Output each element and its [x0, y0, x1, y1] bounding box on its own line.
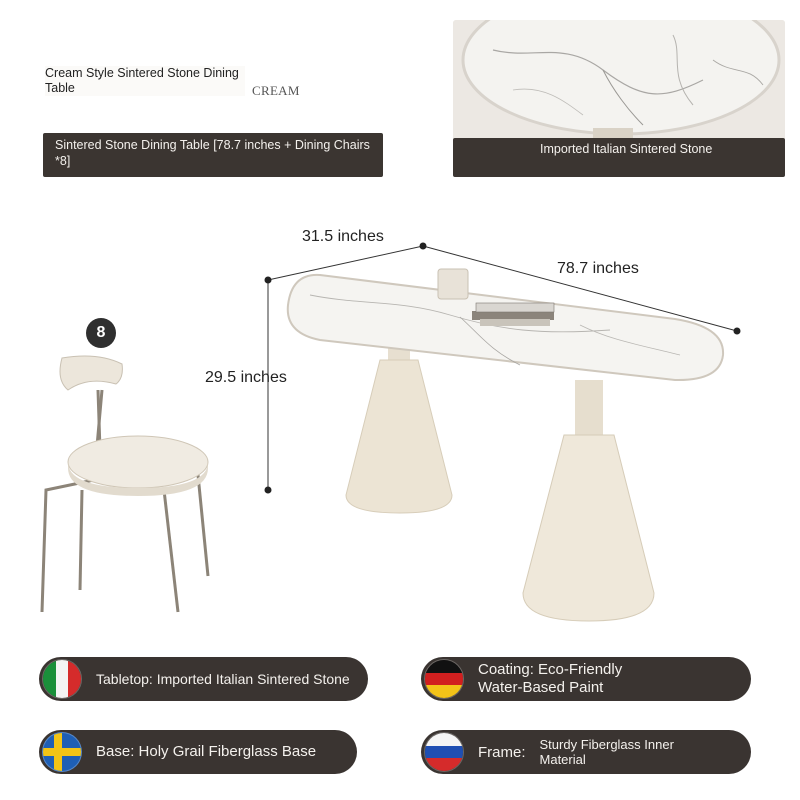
russia-flag-icon — [424, 732, 464, 772]
feature-tabletop-text: Tabletop: Imported Italian Sintered Stone — [96, 671, 350, 687]
product-name: Cream Style Sintered Stone Dining Table — [45, 66, 245, 96]
height-dimension: 29.5 inches — [205, 369, 287, 386]
set-label: Sintered Stone Dining Table [78.7 inches + Dining Chairs *8] — [43, 133, 383, 177]
sweden-flag-icon — [42, 732, 82, 772]
feature-base-text: Base: Holy Grail Fiberglass Base — [96, 743, 317, 760]
feature-frame-text: Sturdy Fiberglass Inner Material — [539, 736, 674, 767]
style-tag: CREAM — [252, 83, 300, 98]
feature-tabletop — [39, 657, 368, 701]
italy-flag-icon — [42, 659, 82, 699]
width-dimension: 31.5 inches — [302, 228, 384, 245]
dining-chair-image — [38, 350, 218, 620]
germany-flag-icon — [424, 659, 464, 699]
dining-table-image — [280, 255, 730, 625]
length-dimension: 78.7 inches — [557, 260, 639, 277]
stone-label: Imported Italian Sintered Stone — [453, 138, 785, 177]
feature-coating — [421, 657, 751, 701]
feature-base — [39, 730, 357, 774]
feature-coating-text: Coating: Eco-Friendly Water-Based Paint — [478, 661, 623, 696]
chair-count-badge: 8 — [86, 318, 116, 348]
feature-frame-label: Frame: — [478, 743, 526, 761]
feature-frame — [421, 730, 751, 774]
